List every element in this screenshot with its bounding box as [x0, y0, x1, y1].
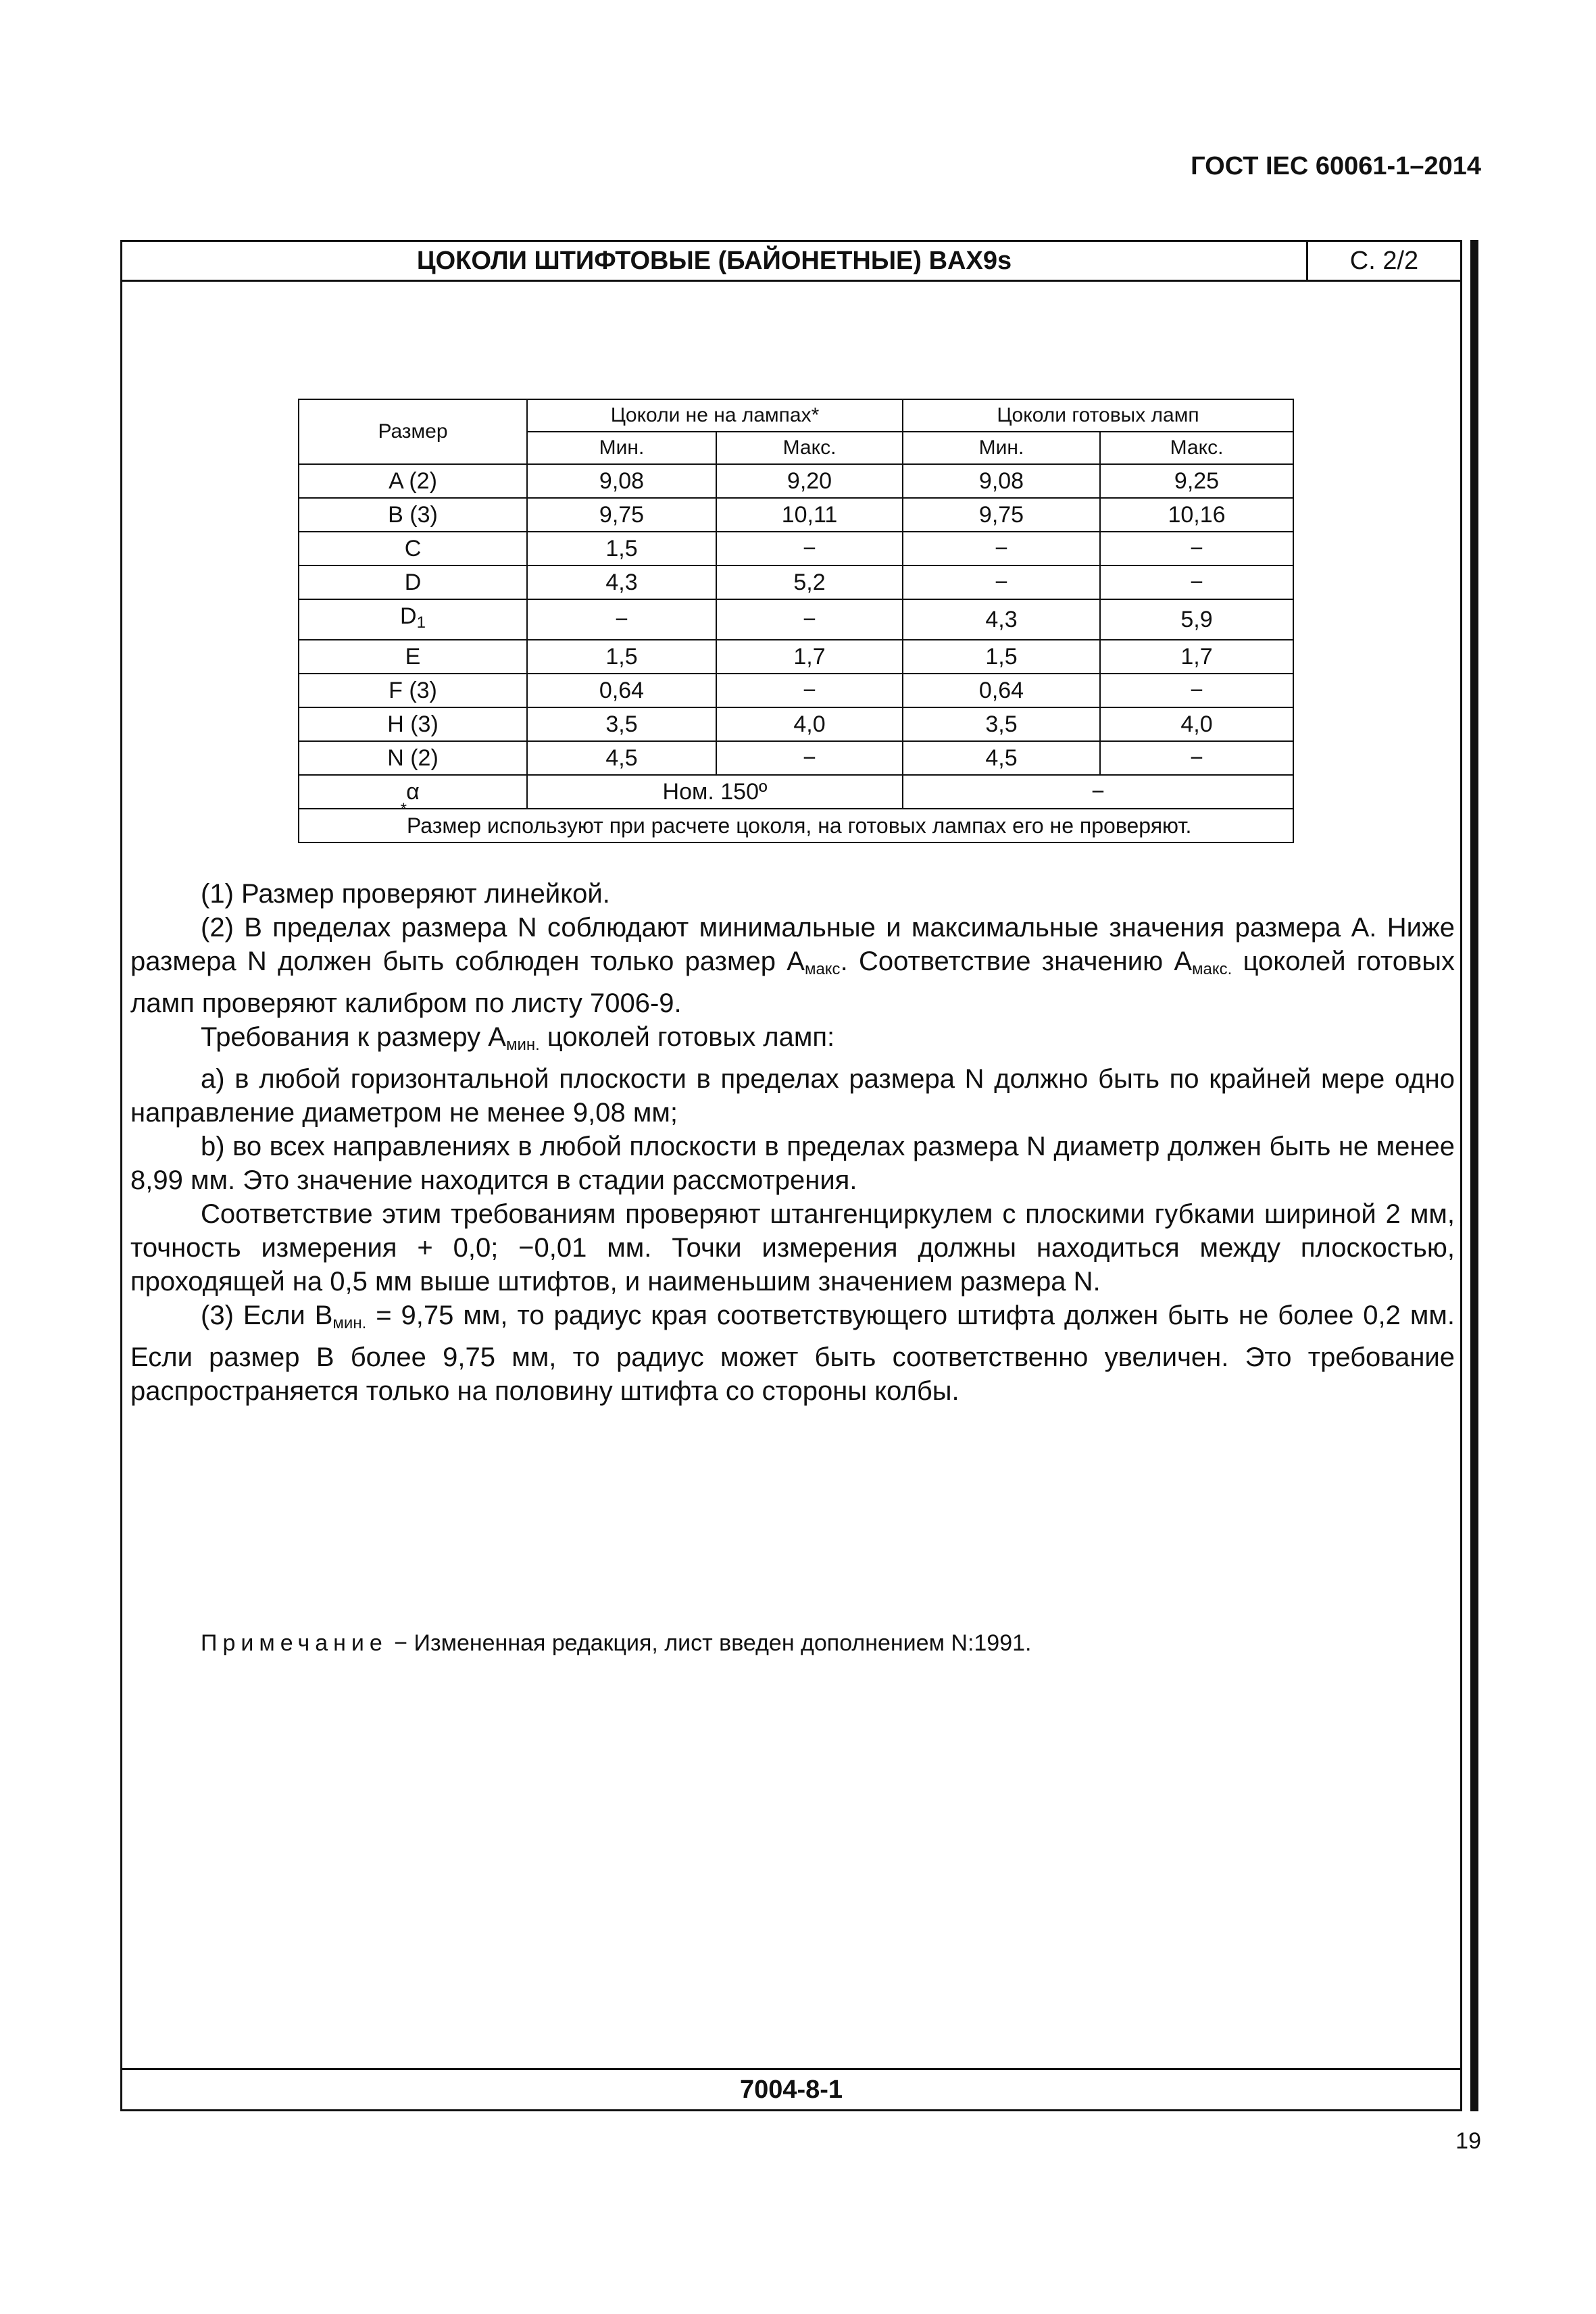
footnote-text: Размер используют при расчете цоколя, на готовых лампах его не проверяют. [407, 813, 1192, 838]
value-cell-u-min: 4,3 [527, 565, 716, 599]
size-cell: D [299, 565, 527, 599]
value-cell-u-max: 9,20 [716, 464, 903, 498]
value-cell-f-min: − [903, 565, 1100, 599]
table-row [299, 599, 1293, 640]
note-2: (2) В пределах размера N соблюдают минимальные и максимальные значения размера A. Ниже размера N должен быть соблюден только размер $A_{макс}$. Соответствие значению $A_{макс.}$ цоколей готовых ламп проверяют калибром по листу 7006-9. [130, 913, 1455, 1018]
value-cell-f-max: 9,25 [1100, 464, 1293, 498]
value-cell-f-max: 10,16 [1100, 498, 1293, 532]
size-cell: B (3) [299, 498, 527, 532]
table-row [299, 464, 1293, 498]
finished-group-header: Цоколи готовых ламп [903, 399, 1293, 432]
alpha-unmounted-cell: Ном. 150º [527, 775, 903, 809]
requirement-a: a) в любой горизонтальной плоскости в пределах размера N должно быть по крайней мере одно направление диаметром не менее 9,08 мм; [130, 1064, 1455, 1128]
sheet-title: ЦОКОЛИ ШТИФТОВЫЕ (БАЙОНЕТНЫЕ) BAX9s [122, 242, 1308, 280]
alpha-finished-cell: − [903, 775, 1293, 809]
value-cell-u-min: 4,5 [527, 741, 716, 775]
dimensions-table [298, 399, 1294, 843]
value-cell-f-max: − [1100, 532, 1293, 565]
sheet-page-indicator: С. 2/2 [1349, 247, 1419, 275]
value-cell-u-max: − [716, 532, 903, 565]
table-row [299, 741, 1293, 775]
table-row [299, 532, 1293, 565]
value-cell-u-max: 5,2 [716, 565, 903, 599]
document-code: ГОСТ IEC 60061-1–2014 [1191, 152, 1481, 180]
value-cell-u-min: 0,64 [527, 674, 716, 707]
value-cell-u-min: 1,5 [527, 640, 716, 674]
compliance-paragraph: Соответствие этим требованиям проверяют штангенциркулем с плоскими губками шириной 2 мм, точность измерения + 0,0; −0,01 мм. Точки измерения должны находиться между плоскостью, проходящей на 0,5 мм выше штифтов, и наименьшим значением размера N. [130, 1199, 1455, 1297]
footnote-mark: * [400, 800, 407, 818]
table-header-row [299, 399, 1293, 432]
value-cell-f-max: − [1100, 741, 1293, 775]
value-cell-u-max: 1,7 [716, 640, 903, 674]
table-row [299, 674, 1293, 707]
value-cell-u-min: − [527, 599, 716, 640]
alpha-size-cell: α [299, 775, 527, 809]
note-1: (1) Размер проверяют линейкой. [201, 879, 610, 909]
value-cell-f-min: 9,75 [903, 498, 1100, 532]
note-3: (3) Если $B_{мин.} = 9,75$ мм, то радиус края соответствующего штифта должен быть не более 0,2 мм. Если размер B более 9,75 мм, то радиус может быть соответственно увеличен. Это требование распространяется только на половину штифта со стороны колбы. [130, 1301, 1455, 1406]
page-number: 19 [1455, 2128, 1481, 2154]
remark-text: − Измененная редакция, лист введен дополнением N:1991. [387, 1630, 1032, 1656]
footnote-row [299, 809, 1293, 842]
value-cell-f-max: 5,9 [1100, 599, 1293, 640]
unmounted-min-header: Мин. [527, 432, 716, 464]
value-cell-f-max: 4,0 [1100, 707, 1293, 741]
value-cell-u-min: 1,5 [527, 532, 716, 565]
value-cell-f-min: 9,08 [903, 464, 1100, 498]
value-cell-u-max: 10,11 [716, 498, 903, 532]
size-cell: A (2) [299, 464, 527, 498]
value-cell-f-max: − [1100, 565, 1293, 599]
value-cell-u-max: − [716, 599, 903, 640]
finished-max-header: Макс. [1100, 432, 1293, 464]
unmounted-max-header: Макс. [716, 432, 903, 464]
value-cell-f-min: 0,64 [903, 674, 1100, 707]
size-cell: $D_1$ [299, 599, 527, 640]
table-row [299, 640, 1293, 674]
value-cell-u-min: 3,5 [527, 707, 716, 741]
size-cell: C [299, 532, 527, 565]
value-cell-f-min: 4,3 [903, 599, 1100, 640]
value-cell-u-max: 4,0 [716, 707, 903, 741]
value-cell-u-min: 9,08 [527, 464, 716, 498]
size-cell: E [299, 640, 527, 674]
value-cell-f-max: − [1100, 674, 1293, 707]
table-row [299, 498, 1293, 532]
sheet-number: 7004-8-1 [122, 2068, 1460, 2109]
table-row [299, 707, 1293, 741]
sheet-frame [120, 240, 1462, 2111]
value-cell-u-min: 9,75 [527, 498, 716, 532]
value-cell-f-min: − [903, 532, 1100, 565]
alpha-row [299, 775, 1293, 809]
table-row [299, 565, 1293, 599]
requirements-intro: Требования к размеру $A_{мин.}$ цоколей готовых ламп: [201, 1022, 835, 1054]
remark-label: Примечание [201, 1630, 388, 1656]
footnote-cell [299, 800, 1293, 842]
value-cell-f-min: 1,5 [903, 640, 1100, 674]
size-cell: H (3) [299, 707, 527, 741]
finished-min-header: Мин. [903, 432, 1100, 464]
value-cell-f-max: 1,7 [1100, 640, 1293, 674]
frame-shadow-bar [1470, 240, 1478, 2111]
sheet-header [122, 242, 1460, 282]
notes-section [130, 877, 1455, 1408]
size-cell: F (3) [299, 674, 527, 707]
remark [201, 1630, 1031, 1657]
requirement-b: b) во всех направлениях в любой плоскости в пределах размера N диаметр должен быть не менее 8,99 мм. Это значение находится в стадии рассмотрения. [130, 1132, 1455, 1195]
size-column-header: Размер [299, 399, 527, 464]
value-cell-f-min: 4,5 [903, 741, 1100, 775]
value-cell-u-max: − [716, 674, 903, 707]
unmounted-group-header: Цоколи не на лампах* [527, 399, 903, 432]
value-cell-f-min: 3,5 [903, 707, 1100, 741]
size-cell: N (2) [299, 741, 527, 775]
value-cell-u-max: − [716, 741, 903, 775]
